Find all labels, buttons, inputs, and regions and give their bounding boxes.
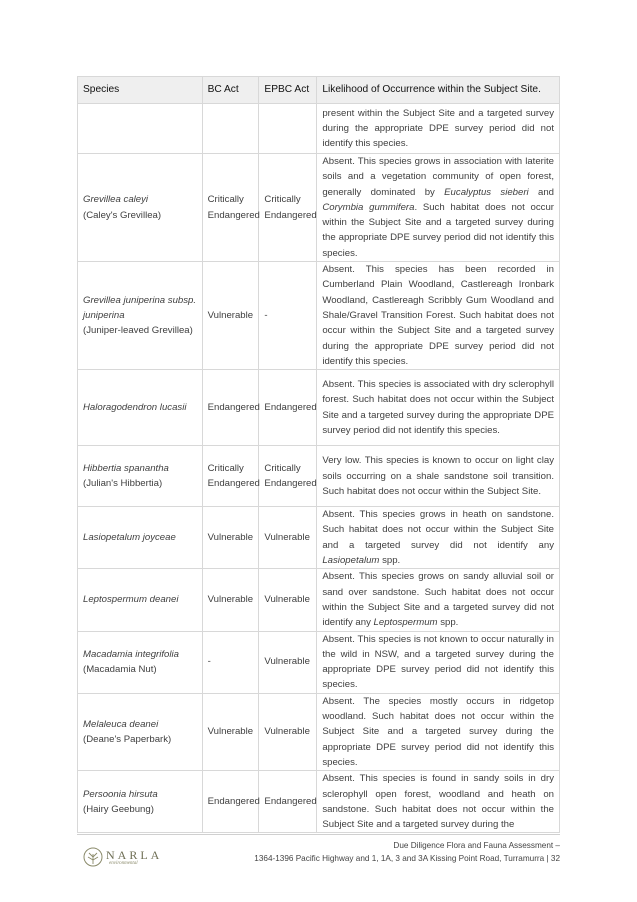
species-cell <box>78 370 203 446</box>
likelihood-text: Absent. This species grows in heath on sandstone. Such habitat does not occur within the Subject Site and a targeted survey did not identify any <box>322 509 554 551</box>
footer-divider <box>77 834 560 835</box>
likelihood-text: Absent. This species is not known to occur naturally in the wild in NSW, and a targeted survey during the appropriate DPE survey period did not identify this species. <box>322 633 554 691</box>
likelihood-text: spp. <box>379 555 401 567</box>
table-row <box>78 507 560 569</box>
epbc-act-cell: Critically Endangered <box>259 154 317 262</box>
likelihood-text: Very low. This species is known to occur on light clay soils occurring on a shale sandstone soil transition. Such habitat does not occur within the Subject Site. <box>322 455 554 497</box>
table-row <box>78 262 560 370</box>
likelihood-cell <box>317 771 560 833</box>
species-scientific-name: Haloragodendron lucasii <box>83 402 187 413</box>
species-cell <box>78 154 203 262</box>
header-likelihood: Likelihood of Occurrence within the Subject Site. <box>317 77 560 104</box>
likelihood-cell <box>317 262 560 370</box>
epbc-act-cell: Endangered <box>259 370 317 446</box>
table-row <box>78 104 560 154</box>
bc-act-cell: Vulnerable <box>202 262 259 370</box>
species-scientific-name: Hibbertia spanantha <box>83 462 169 474</box>
likelihood-cell <box>317 631 560 693</box>
species-common-name: (Hairy Geebung) <box>83 803 154 815</box>
logo-wordmark: NARLA <box>106 848 163 862</box>
species-cell <box>78 104 203 154</box>
species-common-name: (Macadamia Nut) <box>83 664 157 676</box>
species-common-name: (Deane's Paperbark) <box>83 733 172 745</box>
species-cell <box>78 262 203 370</box>
bc-act-cell: Critically Endangered <box>202 154 259 262</box>
table-header-row <box>78 77 560 104</box>
table-body <box>78 104 560 833</box>
footer-line-2: 1364-1396 Pacific Highway and 1, 1A, 3 and 3A Kissing Point Road, Turramurra | 32 <box>254 853 560 863</box>
species-scientific-name: Leptospermum deanei <box>83 594 179 606</box>
epbc-act-cell: Critically Endangered <box>259 446 317 507</box>
likelihood-cell <box>317 507 560 569</box>
likelihood-cell <box>317 446 560 507</box>
species-scientific-name: Grevillea caleyi <box>83 194 149 206</box>
bc-act-cell: Vulnerable <box>202 693 259 770</box>
species-cell <box>78 446 203 507</box>
bc-act-cell: Endangered <box>202 771 259 833</box>
bc-act-cell: Vulnerable <box>202 507 259 569</box>
table-row <box>78 446 560 507</box>
logo-subtitle: environmental <box>109 861 138 866</box>
species-cell <box>78 693 203 770</box>
epbc-act-cell <box>259 104 317 154</box>
epbc-act-cell: Vulnerable <box>259 507 317 569</box>
likelihood-text: present within the Subject Site and a targeted survey during the appropriate DPE survey period did not identify this species. <box>322 107 554 150</box>
species-scientific-name: Melaleuca deanei <box>83 718 159 730</box>
footer-line-1: Due Diligence Flora and Fauna Assessment – <box>393 841 560 850</box>
bc-act-cell: Critically Endangered <box>202 446 259 507</box>
likelihood-text: and <box>528 186 554 198</box>
species-cell <box>78 631 203 693</box>
likelihood-cell <box>317 370 560 446</box>
table-row <box>78 771 560 833</box>
species-cell <box>78 569 203 631</box>
header-epbc-act: EPBC Act <box>259 77 317 104</box>
likelihood-text: Absent. This species grows on sandy alluvial soil or sand over sandstone. Such habitat does not occur within the Subject Site and a targeted survey did not identify any <box>322 571 554 629</box>
likelihood-text: Absent. This species has been recorded in Cumberland Plain Woodland, Castlereagh Ironbark Woodland, Castlereagh Scribbly Gum Woodland and Shale/Gravel Transition Forest. Such habitat does not occur within the Subject Site and a targeted survey during the appropriate DPE survey period did not identify this species. <box>322 264 554 367</box>
table-row <box>78 569 560 631</box>
species-common-name: (Juniper-leaved Grevillea) <box>83 325 193 337</box>
epbc-act-cell: Endangered <box>259 771 317 833</box>
species-scientific-name: Macadamia integrifolia <box>83 648 179 660</box>
likelihood-text: Absent. This species is found in sandy soils in dry sclerophyll open forest, woodland and heath on sandstone. Such habitat does not occur within the Subject Site and a targeted survey during the <box>322 773 554 831</box>
table-row <box>78 693 560 770</box>
header-species: Species <box>78 77 203 104</box>
species-common-name: (Caley's Grevillea) <box>83 209 162 221</box>
page-footer <box>254 840 560 865</box>
species-scientific-name: Grevillea juniperina subsp. juniperina <box>83 294 197 321</box>
epbc-act-cell: Vulnerable <box>259 693 317 770</box>
bc-act-cell: - <box>202 631 259 693</box>
likelihood-text: Absent. This species is associated with dry sclerophyll forest. Such habitat does not occur within the Subject Site and a targeted survey during the appropriate DPE survey period did not identify this species. <box>322 379 554 436</box>
table-row <box>78 154 560 262</box>
species-cell <box>78 771 203 833</box>
table-row <box>78 631 560 693</box>
header-bc-act: BC Act <box>202 77 259 104</box>
species-scientific-name: Lasiopetalum joyceae <box>83 532 176 544</box>
likelihood-text: . Such habitat does not occur within the Subject Site and a targeted survey during the appropriate DPE survey period did not identify this species. <box>322 201 554 259</box>
likelihood-italic-text: Lasiopetalum <box>322 555 380 567</box>
likelihood-italic-text: Leptospermum <box>373 617 438 629</box>
likelihood-cell <box>317 569 560 631</box>
likelihood-cell <box>317 154 560 262</box>
species-table <box>77 76 560 833</box>
narla-logo <box>83 845 163 869</box>
likelihood-cell <box>317 693 560 770</box>
epbc-act-cell: Vulnerable <box>259 569 317 631</box>
epbc-act-cell: - <box>259 262 317 370</box>
table-row <box>78 370 560 446</box>
likelihood-text: Absent. This species grows in association with laterite soils and a vegetation community of open forest, generally dominated by <box>322 156 554 198</box>
likelihood-text: Absent. The species mostly occurs in ridgetop woodland. Such habitat does not occur within the Subject Site and a targeted survey during the appropriate DPE survey period did not identify this species. <box>322 695 554 768</box>
species-scientific-name: Persoonia hirsuta <box>83 788 158 800</box>
likelihood-cell <box>317 104 560 154</box>
likelihood-italic-text: Eucalyptus sieberi <box>444 186 529 198</box>
species-cell <box>78 507 203 569</box>
bc-act-cell: Vulnerable <box>202 569 259 631</box>
epbc-act-cell: Vulnerable <box>259 631 317 693</box>
bc-act-cell: Endangered <box>202 370 259 446</box>
likelihood-text: spp. <box>437 617 459 629</box>
species-common-name: (Julian's Hibbertia) <box>83 478 163 490</box>
bc-act-cell <box>202 104 259 154</box>
likelihood-italic-text: Corymbia gummifera <box>322 201 415 213</box>
